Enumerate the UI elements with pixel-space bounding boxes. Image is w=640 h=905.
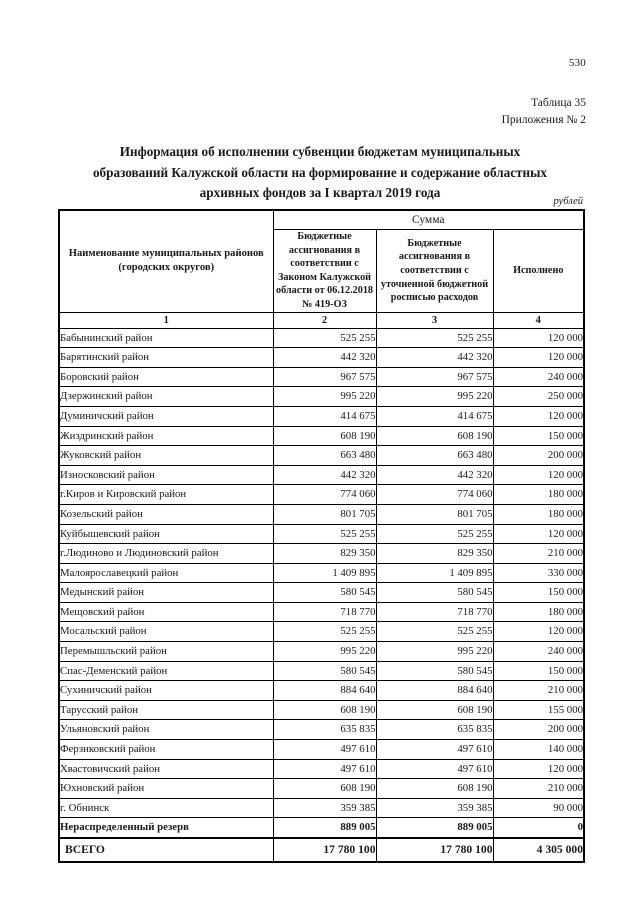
cell-municipality-name: Боровский район [59,367,273,387]
cell-allocation-revised: 414 675 [376,406,493,426]
cell-allocation-revised: 718 770 [376,602,493,622]
cell-allocation-law: 359 385 [273,798,376,818]
cell-executed: 120 000 [493,759,584,779]
cell-allocation-law: 442 320 [273,465,376,485]
cell-allocation-revised: 967 575 [376,367,493,387]
cell-allocation-law: 829 350 [273,544,376,564]
table-total-row [59,838,584,862]
cell-allocation-revised: 525 255 [376,328,493,348]
cell-allocation-revised: 663 480 [376,446,493,466]
cell-total-allocation-revised: 17 780 100 [376,838,493,862]
table-row [59,485,584,505]
units-note: рублей [553,196,583,207]
cell-executed: 150 000 [493,426,584,446]
caption-appendix-label: Приложения № 2 [501,114,586,126]
cell-municipality-name: Износковский район [59,465,273,485]
cell-executed: 330 000 [493,563,584,583]
cell-allocation-law: 635 835 [273,720,376,740]
cell-municipality-name: Дзержинский район [59,387,273,407]
cell-allocation-law: 525 255 [273,524,376,544]
cell-municipality-name: Мещовский район [59,602,273,622]
cell-executed: 155 000 [493,700,584,720]
cell-allocation-law: 525 255 [273,622,376,642]
table-row [59,700,584,720]
cell-municipality-name: г.Киров и Кировский район [59,485,273,505]
cell-executed: 180 000 [493,485,584,505]
table-row [59,642,584,662]
table-row [59,740,584,760]
cell-municipality-name: Думиничский район [59,406,273,426]
table-row [59,563,584,583]
cell-municipality-name: Бабынинский район [59,328,273,348]
page-title-line-1: Информация об исполнении субвенции бюджетам муниципальных [119,144,521,159]
caption-table-label: Таблица 35 [531,97,586,109]
cell-executed: 200 000 [493,720,584,740]
column-number-1: 1 [59,312,273,328]
page-number: 530 [568,57,586,69]
cell-executed: 210 000 [493,544,584,564]
cell-allocation-revised: 635 835 [376,720,493,740]
cell-allocation-law: 718 770 [273,602,376,622]
cell-executed: 150 000 [493,661,584,681]
table-row [59,818,584,838]
cell-allocation-law: 801 705 [273,504,376,524]
cell-allocation-revised: 525 255 [376,622,493,642]
table-row [59,544,584,564]
column-number-4: 4 [493,312,584,328]
table-row [59,426,584,446]
cell-executed: 120 000 [493,465,584,485]
table-row [59,348,584,368]
page-title-line-2: образований Калужской области на формирование и содержание областных [92,164,548,180]
header-cell-name: Наименование муниципальных районов (городских округов) [59,210,273,312]
cell-allocation-law: 884 640 [273,681,376,701]
header-cell-col3: Бюджетные ассигнования в соответствии с уточненной бюджетной росписью расходов [376,230,493,313]
cell-municipality-name: Жуковский район [59,446,273,466]
table-row [59,328,584,348]
cell-allocation-revised: 497 610 [376,759,493,779]
table-row [59,504,584,524]
table-row [59,779,584,799]
cell-allocation-law: 442 320 [273,348,376,368]
page-title-line-3: архивных фондов за I квартал 2019 года [199,185,441,200]
cell-municipality-name: г. Обнинск [59,798,273,818]
cell-allocation-law: 580 545 [273,583,376,603]
cell-allocation-revised: 801 705 [376,504,493,524]
cell-allocation-revised: 608 190 [376,779,493,799]
cell-executed: 210 000 [493,779,584,799]
cell-allocation-revised: 1 409 895 [376,563,493,583]
cell-municipality-name: Малоярославецкий район [59,563,273,583]
cell-allocation-revised: 884 640 [376,681,493,701]
cell-municipality-name: Козельский район [59,504,273,524]
cell-municipality-name: г.Людиново и Людиновский район [59,544,273,564]
cell-allocation-law: 580 545 [273,661,376,681]
cell-allocation-revised: 497 610 [376,740,493,760]
cell-executed: 140 000 [493,740,584,760]
cell-municipality-name: Сухиничский район [59,681,273,701]
cell-total-label: ВСЕГО [59,838,273,862]
cell-municipality-name: Барятинский район [59,348,273,368]
cell-executed: 240 000 [493,642,584,662]
cell-allocation-revised: 608 190 [376,426,493,446]
cell-executed: 90 000 [493,798,584,818]
cell-allocation-revised: 995 220 [376,387,493,407]
cell-allocation-law: 774 060 [273,485,376,505]
header-cell-col4: Исполнено [493,230,584,313]
cell-executed: 250 000 [493,387,584,407]
budget-table [58,209,585,863]
cell-allocation-revised: 442 320 [376,465,493,485]
cell-allocation-revised: 525 255 [376,524,493,544]
page-title [62,142,578,204]
cell-allocation-revised: 774 060 [376,485,493,505]
cell-executed: 210 000 [493,681,584,701]
cell-allocation-law: 608 190 [273,700,376,720]
cell-allocation-law: 1 409 895 [273,563,376,583]
table-body [59,328,584,862]
table-column-number-row [59,312,584,328]
cell-municipality-name: Тарусский район [59,700,273,720]
table-row [59,602,584,622]
cell-municipality-name: Мосальский район [59,622,273,642]
cell-allocation-law: 889 005 [273,818,376,838]
cell-municipality-name: Хвастовичский район [59,759,273,779]
cell-municipality-name: Спас-Деменский район [59,661,273,681]
cell-allocation-law: 995 220 [273,387,376,407]
cell-allocation-law: 608 190 [273,779,376,799]
cell-executed: 120 000 [493,524,584,544]
cell-allocation-law: 995 220 [273,642,376,662]
cell-allocation-revised: 580 545 [376,661,493,681]
cell-allocation-law: 663 480 [273,446,376,466]
table-header [59,210,584,328]
header-cell-col2: Бюджетные ассигнования в соответствии с Законом Калужской области от 06.12.2018 № 419-ОЗ [273,230,376,313]
cell-allocation-revised: 359 385 [376,798,493,818]
cell-allocation-revised: 580 545 [376,583,493,603]
cell-executed: 150 000 [493,583,584,603]
cell-allocation-revised: 442 320 [376,348,493,368]
cell-allocation-law: 414 675 [273,406,376,426]
table-header-row-group [59,210,584,230]
cell-municipality-name: Юхновский район [59,779,273,799]
table-row [59,367,584,387]
column-number-3: 3 [376,312,493,328]
cell-allocation-revised: 995 220 [376,642,493,662]
cell-allocation-law: 497 610 [273,740,376,760]
table-row [59,583,584,603]
cell-total-allocation-law: 17 780 100 [273,838,376,862]
cell-executed: 200 000 [493,446,584,466]
cell-allocation-law: 608 190 [273,426,376,446]
cell-allocation-revised: 829 350 [376,544,493,564]
table-row [59,446,584,466]
cell-allocation-law: 967 575 [273,367,376,387]
cell-municipality-name: Нераспределенный резерв [59,818,273,838]
cell-municipality-name: Ферзиковский район [59,740,273,760]
cell-executed: 0 [493,818,584,838]
cell-executed: 120 000 [493,406,584,426]
cell-allocation-law: 525 255 [273,328,376,348]
table-row [59,798,584,818]
table-row [59,622,584,642]
cell-executed: 240 000 [493,367,584,387]
cell-municipality-name: Куйбышевский район [59,524,273,544]
cell-municipality-name: Ульяновский район [59,720,273,740]
cell-executed: 180 000 [493,504,584,524]
table-row [59,720,584,740]
cell-executed: 120 000 [493,622,584,642]
budget-table-container [58,209,583,863]
cell-allocation-law: 497 610 [273,759,376,779]
table-caption [0,95,586,129]
table-row [59,387,584,407]
table-row [59,524,584,544]
table-row [59,661,584,681]
cell-municipality-name: Жиздринский район [59,426,273,446]
table-row [59,465,584,485]
cell-municipality-name: Перемышльский район [59,642,273,662]
header-cell-sum-group: Сумма [273,210,584,230]
table-row [59,681,584,701]
cell-allocation-revised: 889 005 [376,818,493,838]
column-number-2: 2 [273,312,376,328]
cell-executed: 120 000 [493,348,584,368]
table-row [59,759,584,779]
cell-executed: 120 000 [493,328,584,348]
cell-allocation-revised: 608 190 [376,700,493,720]
table-row [59,406,584,426]
cell-total-executed: 4 305 000 [493,838,584,862]
cell-executed: 180 000 [493,602,584,622]
cell-municipality-name: Медынский район [59,583,273,603]
